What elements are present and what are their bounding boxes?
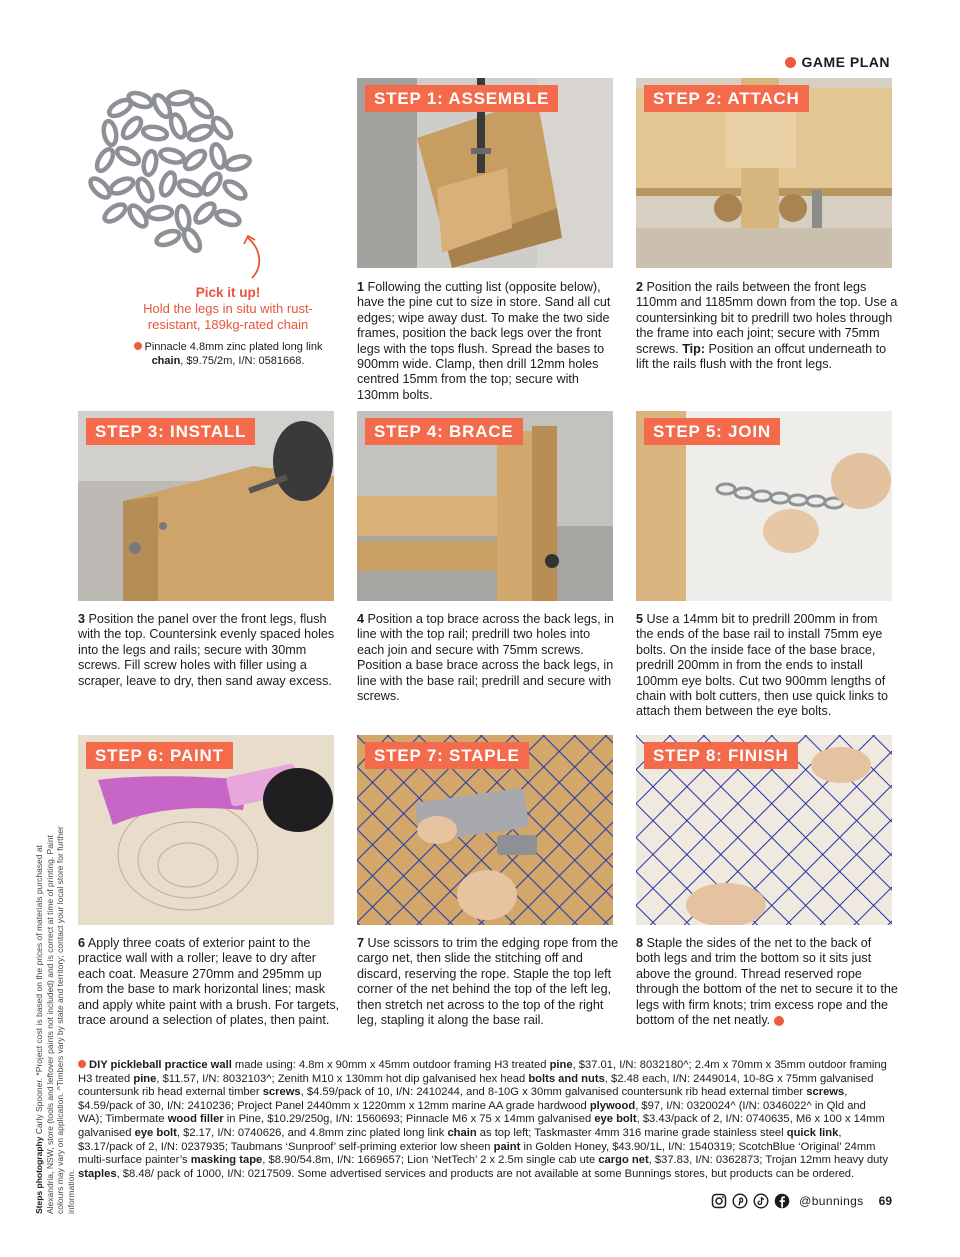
step-5-photo (636, 411, 892, 601)
step-5-tag: STEP 5: JOIN (644, 418, 780, 445)
step-1-photo (357, 78, 613, 268)
product-bold: chain (151, 354, 181, 367)
materials-bold-segment: eye bolt (594, 1113, 637, 1126)
step-1-body: Following the cutting list (opposite below), have the pine cut to size in store. Sand all cut edges; wipe away dust. To make the two side frames, position the back legs over the front legs with the tops flush. Spread the bases to 900mm wide. Clamp, then drill 12mm holes centred 15mm from the top; secure with 130mm bolts. (357, 280, 611, 402)
facebook-icon[interactable] (774, 1193, 790, 1209)
step-8-photo (636, 735, 892, 925)
materials-list (78, 1059, 890, 1181)
materials-bold-segment: quick link (786, 1126, 839, 1139)
pinterest-icon[interactable] (732, 1193, 748, 1209)
step-5-text (636, 612, 898, 720)
pick-it-up-title: Pick it up! (195, 285, 261, 300)
step-7-tag: STEP 7: STAPLE (365, 742, 529, 769)
end-dot-icon (774, 1016, 784, 1026)
step-5-number: 5 (636, 612, 644, 626)
step-3-number: 3 (78, 612, 86, 626)
materials-bold-segment: cargo net (598, 1154, 649, 1167)
materials-text-segment: , $3.43/pack of 2, I/N: 0740635, M6 x 100 x 14mm galvanised (78, 1113, 885, 1139)
credits-text: Carly Spooner. *Project cost is based on the prices of materials purchased at Alexandria, NSW, store (tools and leftover paints not included) and is correct at time of printing. Paint colours may vary on application. ^Timbers vary by state and territory; contact your local store for further information. (34, 826, 76, 1214)
materials-bold-segment: chain (447, 1126, 477, 1139)
step-1-text (357, 280, 619, 403)
pick-it-up-description: Hold the legs in situ with rust-resistant, 189kg-rated chain (143, 301, 313, 332)
materials-bold-segment: eye bolt (134, 1126, 177, 1139)
materials-bold-segment: bolts and nuts (528, 1072, 605, 1085)
step-6-text (78, 936, 340, 1028)
materials-bold-segment: plywood (589, 1099, 636, 1112)
page-number: 69 (878, 1194, 892, 1208)
materials-text-segment: in Golden Honey, $43.90/1L, I/N: 1540319; ScotchBlue ‘Original’ 24mm multi-surface painter’s (78, 1140, 876, 1167)
step-3-body: Position the panel over the front legs, flush with the top. Countersink evenly spaced holes into the legs and rails; secure with 30mm screws. Fill screw holes with filler using a scraper, leave to dry, then sand away excess. (78, 612, 335, 688)
step-2-tip-text: Position an offcut underneath to lift the rails flush with the front legs. (636, 341, 887, 372)
materials-text-segment: , $8.48/ pack of 1000, I/N: 0217509. Some advertised services and products are not available at some Bunnings stores, but products can be ordered. (116, 1167, 855, 1180)
materials-bold-segment: paint (493, 1140, 521, 1153)
materials-bold-segment: pine (549, 1059, 573, 1071)
materials-text-segment: in Pine, $10.29/250g, I/N: 1560693; Pinnacle M6 x 75 x 14mm galvanised (223, 1113, 595, 1126)
materials-bold-segment: masking tape (190, 1154, 263, 1167)
step-8-text (636, 936, 898, 1028)
footer (711, 1193, 892, 1209)
section-tag-label: GAME PLAN (801, 54, 890, 70)
materials-text-segment: , $37.01, I/N: 8032180^; 2.4m x 70mm x 35mm outdoor framing H3 treated (78, 1059, 887, 1085)
step-4-body: Position a top brace across the back legs, in line with the top rail; predrill two holes into each join and secure with 75mm screws. Position a base brace across the back legs, in line with the base rail; predrill and secure with screws. (357, 612, 614, 704)
step-3-text (78, 612, 340, 689)
materials-text-segment: as top left; Taskmaster 4mm 316 marine grade stainless steel (476, 1126, 787, 1139)
step-6-tag: STEP 6: PAINT (86, 742, 233, 769)
materials-bold-segment: staples (78, 1167, 117, 1180)
step-7-number: 7 (357, 936, 365, 950)
step-3-photo (78, 411, 334, 601)
materials-text-segment: , $3.17/pack of 2, I/N: 0237935; Taubmans ‘Sunproof’ self-priming exterior low sheen (78, 1126, 842, 1153)
pick-it-up-block (120, 284, 336, 368)
instagram-icon[interactable] (711, 1193, 727, 1209)
credits-label: Steps photography (34, 1136, 44, 1214)
bullet-dot-icon (134, 342, 142, 350)
step-4-number: 4 (357, 612, 365, 626)
step-2-photo (636, 78, 892, 268)
step-4-tag: STEP 4: BRACE (365, 418, 523, 445)
bullet-dot-icon (785, 57, 796, 68)
materials-bold-segment: screws (806, 1086, 845, 1099)
step-7-body: Use scissors to trim the edging rope from the cargo net, then slide the stitching off and discard, reserving the rope. Staple the top left corner of the net behind the top of the left leg, then stretch net across to the top of the right leg, stapling it along the base rail. (357, 936, 619, 1028)
step-4-text (357, 612, 619, 704)
section-tag (785, 54, 891, 70)
product-post: , $9.75/2m, I/N: 0581668. (180, 354, 305, 367)
step-8-number: 8 (636, 936, 644, 950)
step-6-photo (78, 735, 334, 925)
materials-bold-segment: DIY pickleball practice wall (89, 1059, 232, 1071)
materials-text-segment: , $8.90/54.8m, I/N: 1669657; Lion ‘NetTech’ 2 x 2.5m single cab ute (262, 1154, 599, 1167)
materials-text-segment: , $11.57, I/N: 8032103^; Zenith M10 x 130mm hot dip galvanised hex head (156, 1072, 529, 1085)
chain-photo (80, 78, 260, 253)
step-6-body: Apply three coats of exterior paint to the practice wall with a roller; leave to dry after each coat. Measure 270mm and 295mm up from the base to mark horizontal lines; mask and apply white paint with a brush. For targets, trace around a selection of plates, then paint. (78, 936, 340, 1028)
step-2-tip-label: Tip: (682, 341, 706, 356)
tiktok-icon[interactable] (753, 1193, 769, 1209)
materials-text-segment: , $4.59/pack of 10, I/N: 2410244, and 8-10G x 30mm galvanised countersunk rib head external timber (300, 1086, 807, 1099)
step-4-photo (357, 411, 613, 601)
photo-credits (34, 824, 76, 1214)
step-8-body: Staple the sides of the net to the back of both legs and trim the bottom so it sits just above the ground. Thread reserved rope through the bottom of the net to secure it to the legs with firm knots; trim excess rope and the bottom of the net neatly. (636, 936, 898, 1028)
product-pre: Pinnacle 4.8mm zinc plated long link (144, 341, 323, 353)
materials-text-segment: made using: 4.8m x 90mm x 45mm outdoor framing H3 treated (231, 1059, 550, 1071)
materials-text-segment: , $2.17, I/N: 0740626, and 4.8mm zinc plated long link (176, 1126, 448, 1139)
step-2-number: 2 (636, 280, 644, 294)
step-2-body: Position the rails between the front legs 110mm and 1185mm down from the top. Use a countersinking bit to predrill two holes through the frame into each joint; secure with 75mm screws. (636, 280, 898, 356)
materials-bold-segment: wood filler (167, 1113, 224, 1126)
step-7-photo (357, 735, 613, 925)
step-6-number: 6 (78, 936, 86, 950)
materials-text-segment: , $2.48 each, I/N: 2449014, 10-8G x 75mm galvanised countersunk rib head external timber (78, 1072, 874, 1099)
social-handle[interactable]: @bunnings (799, 1194, 864, 1208)
curved-arrow-icon (238, 232, 268, 282)
materials-text-segment: , $97, I/N: 0320024^ (I/N: 0346022^ in Qld and WA); Timbermate (78, 1099, 866, 1126)
materials-bold-segment: screws (262, 1086, 301, 1099)
step-1-number: 1 (357, 280, 365, 294)
pick-it-up-product (120, 341, 336, 368)
materials-text-segment: , $37.83, I/N: 0362873; Trojan 12mm heavy duty (648, 1154, 889, 1167)
step-3-tag: STEP 3: INSTALL (86, 418, 255, 445)
bullet-dot-icon (78, 1060, 86, 1068)
materials-text-segment: , $4.59/pack of 30, I/N: 2410236; Project Panel 2440mm x 1220mm x 12mm marine AA grade hardwood (78, 1086, 848, 1112)
step-2-text (636, 280, 898, 372)
step-7-text (357, 936, 619, 1028)
step-1-tag: STEP 1: ASSEMBLE (365, 85, 558, 112)
step-8-tag: STEP 8: FINISH (644, 742, 798, 769)
step-5-body: Use a 14mm bit to predrill 200mm in from the ends of the base rail to install 75mm eye bolts. On the inside face of the base brace, predrill 200mm in from the ends to install 100mm eye bolts. Cut two 900mm lengths of chain with bolt cutters, then use quick links to attach them between the eye bolts. (636, 612, 889, 719)
materials-bold-segment: pine (133, 1072, 157, 1085)
step-2-tag: STEP 2: ATTACH (644, 85, 809, 112)
